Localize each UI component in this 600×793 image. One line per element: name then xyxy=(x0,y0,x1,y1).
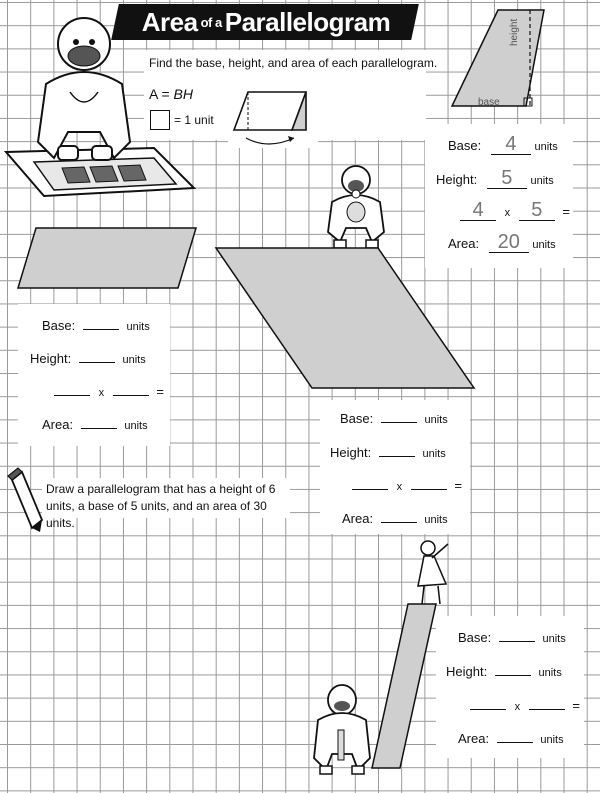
cut-rotate-diagram-icon xyxy=(228,86,318,148)
example-base-row: Base: 4 units xyxy=(448,133,558,155)
problem2-height-row: Height: units xyxy=(330,445,446,460)
title-of-a: of a xyxy=(200,14,222,30)
base-label: base xyxy=(478,97,500,108)
problem1-area-row: Area: units xyxy=(42,417,148,432)
problem1-height-row: Height: units xyxy=(30,351,146,366)
problem1-parallelogram xyxy=(16,226,198,290)
example-area-row: Area: 20 units xyxy=(448,231,556,253)
example-mult-base: 4 xyxy=(460,200,496,221)
formula-rhs: BH xyxy=(173,86,193,102)
problem3-height-row: Height: units xyxy=(446,664,562,679)
problem2-area-row: Area: units xyxy=(342,511,448,526)
problem2-multiply-row: x = xyxy=(352,478,462,493)
problem2-base-row: Base: units xyxy=(340,411,448,426)
gorilla-bottom-icon xyxy=(312,680,374,776)
woman-on-top-icon xyxy=(410,538,456,606)
problem1-mult-height-input[interactable] xyxy=(113,395,149,396)
problem2-base-input[interactable] xyxy=(381,422,417,423)
problem2-height-input[interactable] xyxy=(379,456,415,457)
formula-lhs: A = xyxy=(149,86,174,102)
problem3-base-input[interactable] xyxy=(499,641,535,642)
problem2-area-input[interactable] xyxy=(381,522,417,523)
problem3-mult-height-input[interactable] xyxy=(529,709,565,710)
pencil-icon xyxy=(8,470,44,532)
problem1-base-row: Base: units xyxy=(42,318,150,333)
problem3-area-input[interactable] xyxy=(497,742,533,743)
title-parallelogram: Parallelogram xyxy=(224,6,391,37)
example-parallelogram xyxy=(440,6,550,110)
problem1-height-input[interactable] xyxy=(79,362,115,363)
example-height-row: Height: 5 units xyxy=(436,167,554,189)
height-label: height xyxy=(509,18,520,46)
problem2-mult-base-input[interactable] xyxy=(352,489,388,490)
problem3-mult-base-input[interactable] xyxy=(470,709,506,710)
example-mult-height: 5 xyxy=(519,200,555,221)
problem1-mult-base-input[interactable] xyxy=(54,395,90,396)
problem2-parallelogram xyxy=(214,246,476,390)
instructions-text: Find the base, height, and area of each parallelogram. xyxy=(149,56,438,70)
problem2-mult-height-input[interactable] xyxy=(411,489,447,490)
title-area: Area xyxy=(141,6,198,37)
problem1-base-input[interactable] xyxy=(83,329,119,330)
problem3-multiply-row: x = xyxy=(470,698,580,713)
problem3-height-input[interactable] xyxy=(495,675,531,676)
problem1-area-input[interactable] xyxy=(81,428,117,429)
example-base-value: 4 xyxy=(491,134,531,155)
example-area-value: 20 xyxy=(489,232,529,253)
problem3-parallelogram xyxy=(370,602,440,770)
gorilla-on-manhole-icon xyxy=(4,12,198,198)
problem1-multiply-row: x = xyxy=(54,384,164,399)
draw-prompt-text: Draw a parallelogram that has a height of 6 units, a base of 5 units, and an area of 30 units. xyxy=(46,482,276,530)
example-height-value: 5 xyxy=(487,168,527,189)
gorilla-thinking-icon xyxy=(322,158,392,250)
example-multiply-row: 4 x 5 = xyxy=(460,200,570,221)
problem3-base-row: Base: units xyxy=(458,630,566,645)
unit-key-text: = 1 unit xyxy=(174,113,214,127)
problem3-area-row: Area: units xyxy=(458,731,564,746)
